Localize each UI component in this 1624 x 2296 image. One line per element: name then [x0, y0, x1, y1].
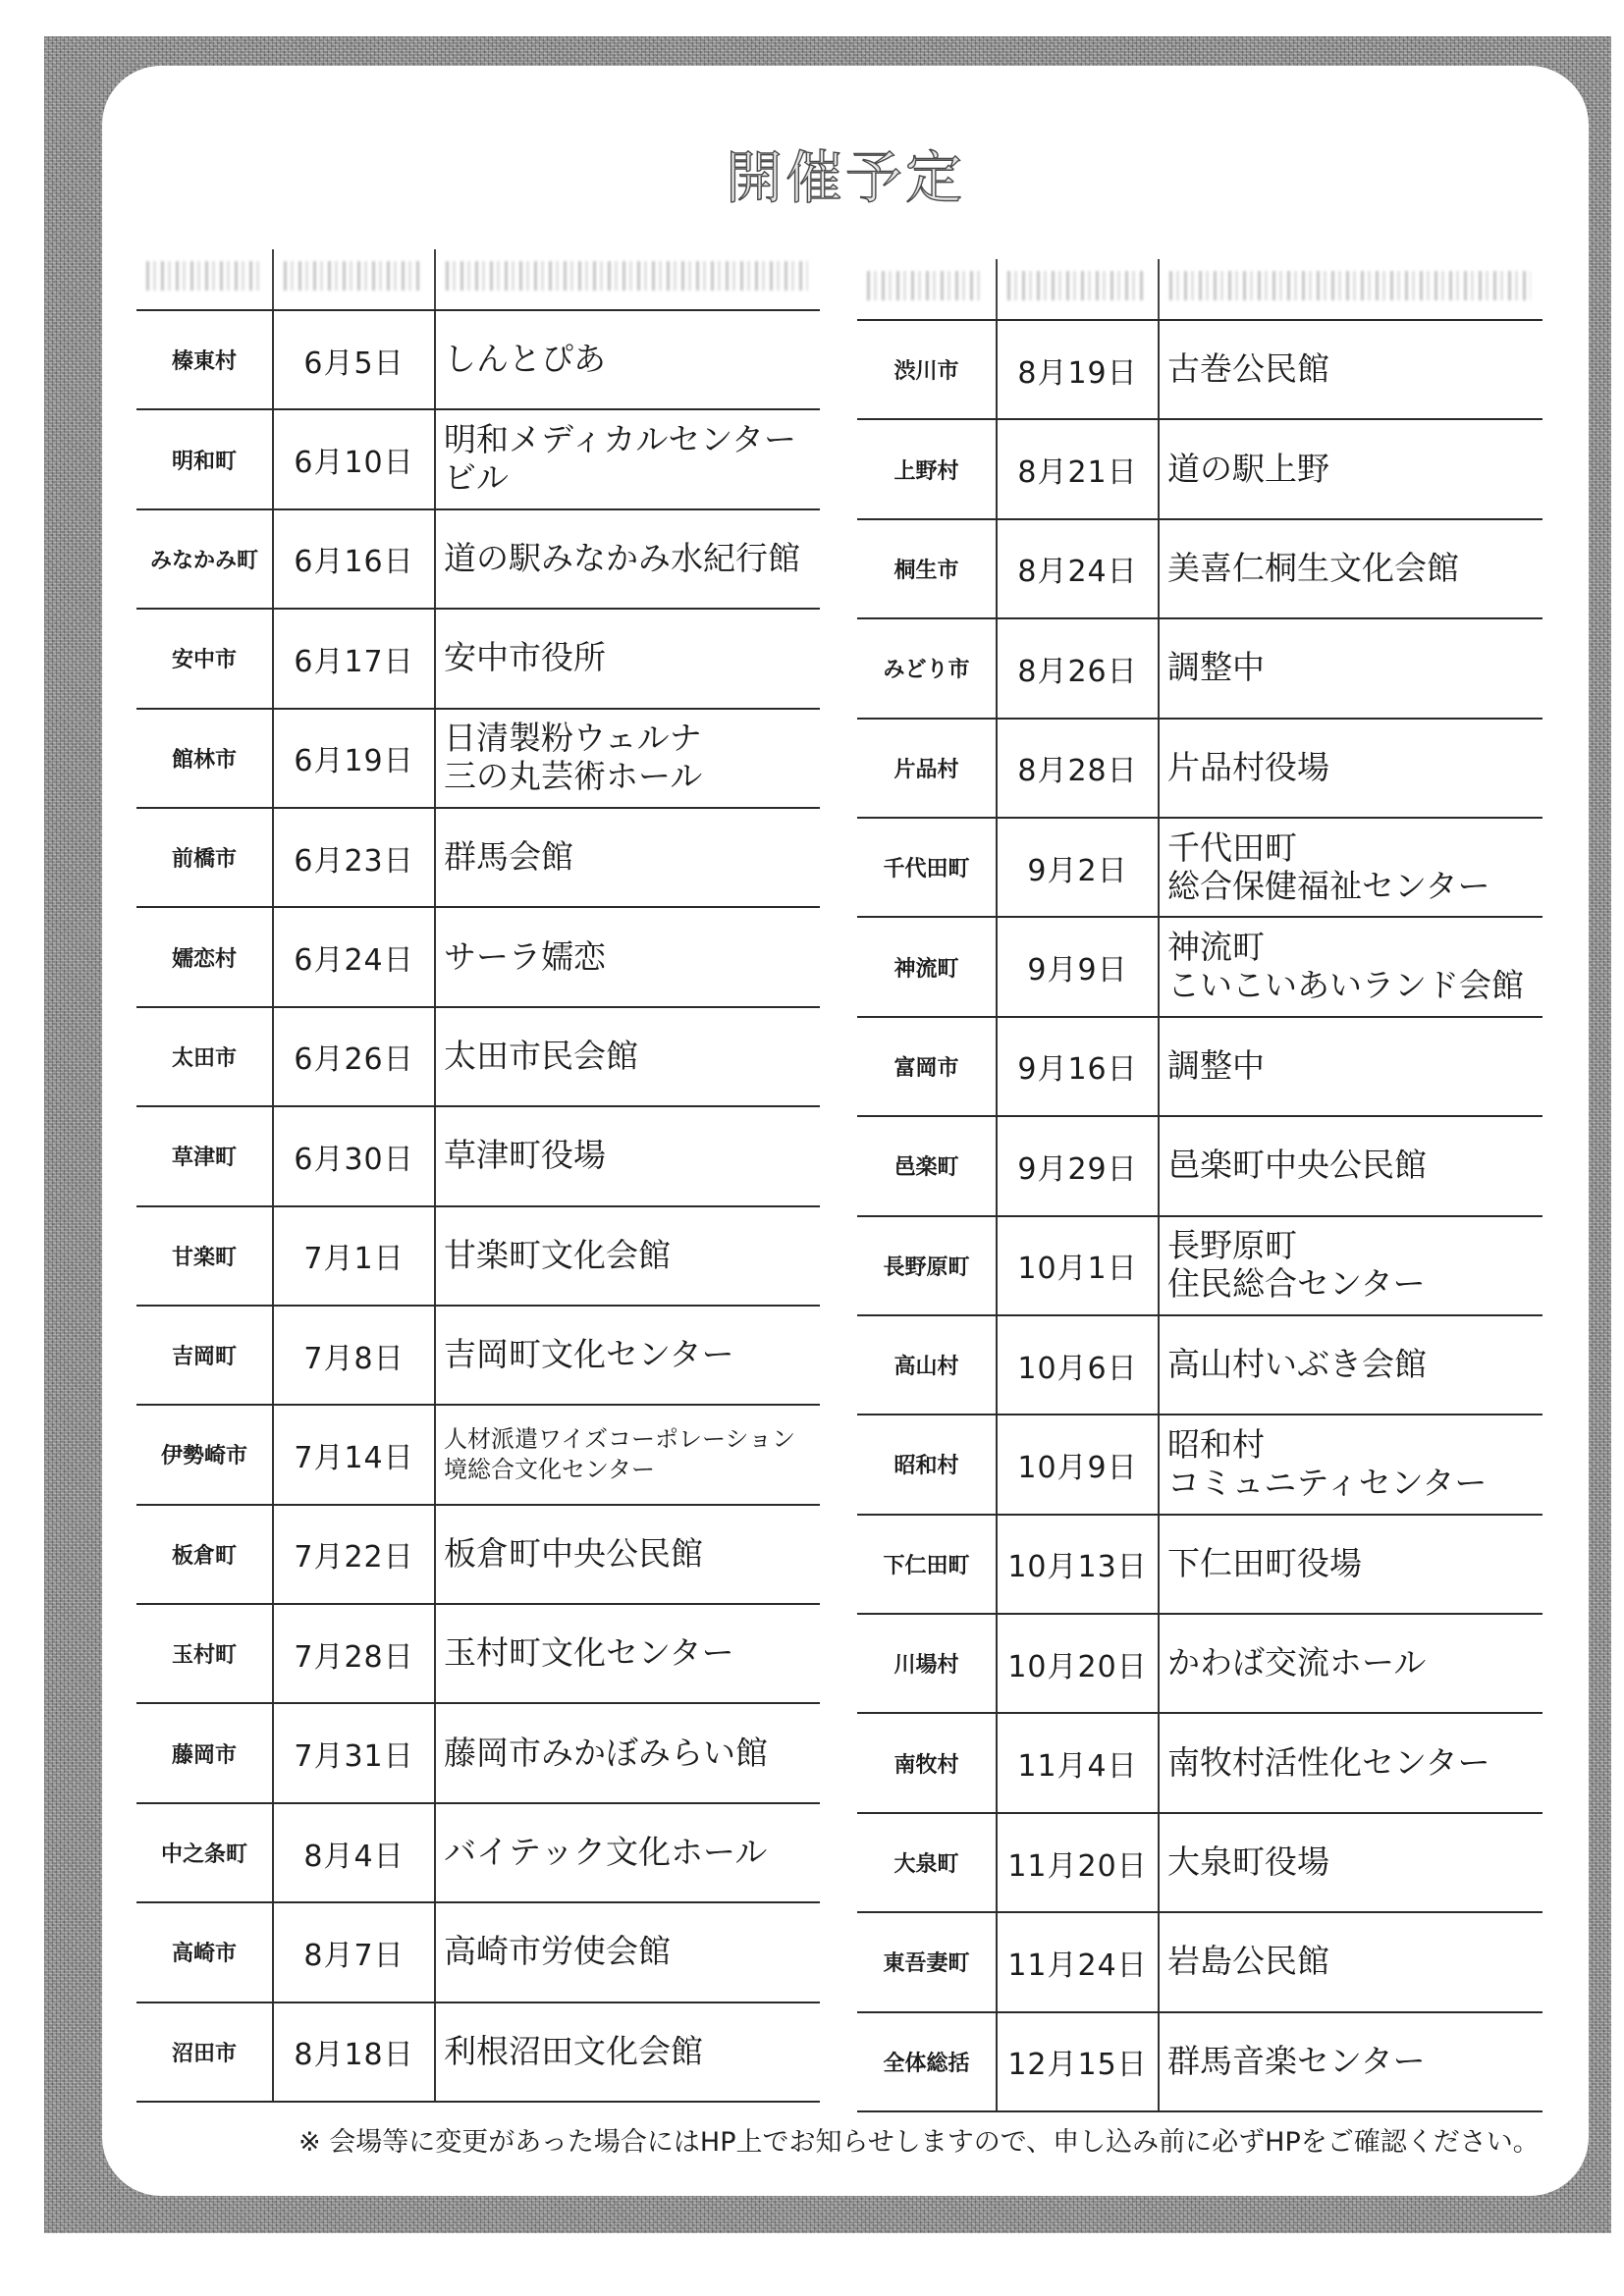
municipality-cell: 前橋市	[136, 809, 274, 906]
table-row	[136, 1506, 820, 1605]
date-cell: 6月26日	[274, 1008, 436, 1105]
municipality-cell: 昭和村	[857, 1415, 998, 1513]
table-row	[136, 1307, 820, 1406]
table-row	[136, 410, 820, 509]
date-cell: 8月19日	[998, 321, 1160, 418]
date-cell: 6月19日	[274, 710, 436, 807]
municipality-cell: 大泉町	[857, 1814, 998, 1911]
municipality-cell: 上野村	[857, 420, 998, 517]
municipality-cell: 玉村町	[136, 1605, 274, 1702]
venue-cell: 下仁田町役場	[1167, 1543, 1362, 1582]
venue-cell: 南牧村活性化センター	[1167, 1742, 1490, 1782]
date-cell: 7月8日	[274, 1307, 436, 1404]
scan-noise	[446, 261, 808, 291]
date-cell: 6月17日	[274, 610, 436, 707]
schedule-table-left	[136, 309, 820, 2103]
municipality-cell: 高山村	[857, 1316, 998, 1414]
venue-cell: バイテック文化ホール	[444, 1833, 768, 1872]
faded-header-cell	[1160, 259, 1543, 319]
venue-cell: 人材派遣ワイズコーポレーション 境総合文化センター	[444, 1424, 796, 1483]
municipality-cell: 嬬恋村	[136, 908, 274, 1005]
venue-cell: 藤岡市みかぼみらい館	[444, 1733, 768, 1772]
scan-noise	[284, 261, 422, 291]
municipality-cell: 下仁田町	[857, 1516, 998, 1613]
venue-cell: 邑楽町中央公民館	[1167, 1146, 1427, 1185]
table-row	[136, 1207, 820, 1307]
venue-cell: 甘楽町文化会館	[444, 1235, 671, 1274]
municipality-cell: 渋川市	[857, 321, 998, 418]
venue-cell: 日清製粉ウェルナ 三の丸芸術ホール	[444, 719, 703, 796]
date-cell: 8月26日	[998, 619, 1160, 717]
date-cell: 10月20日	[998, 1615, 1160, 1712]
municipality-cell: 榛東村	[136, 311, 274, 408]
faded-header-cell	[998, 259, 1160, 319]
table-row	[857, 321, 1543, 420]
municipality-cell: 沼田市	[136, 2003, 274, 2101]
table-row	[136, 1704, 820, 1803]
table-row	[136, 1804, 820, 1903]
table-row	[857, 819, 1543, 918]
date-cell: 8月28日	[998, 720, 1160, 817]
table-row	[136, 1406, 820, 1505]
venue-cell: 玉村町文化センター	[444, 1633, 734, 1673]
date-cell: 6月30日	[274, 1107, 436, 1204]
municipality-cell: 東吾妻町	[857, 1913, 998, 2010]
venue-cell: 岩島公民館	[1167, 1942, 1329, 1981]
table-row	[857, 2013, 1543, 2112]
schedule-table-right	[857, 319, 1543, 2112]
date-cell: 12月15日	[998, 2013, 1160, 2110]
table-row	[857, 1516, 1543, 1615]
municipality-cell: 藤岡市	[136, 1704, 274, 1801]
table-row	[857, 918, 1543, 1017]
table-row	[136, 809, 820, 908]
page-title: 開催予定	[725, 144, 965, 211]
date-cell: 6月5日	[274, 311, 436, 408]
date-cell: 10月13日	[998, 1516, 1160, 1613]
faded-header-cell	[857, 259, 998, 319]
date-cell: 7月28日	[274, 1605, 436, 1702]
date-cell: 8月4日	[274, 1804, 436, 1901]
venue-cell: 群馬会館	[444, 837, 573, 877]
scan-noise	[1007, 271, 1146, 300]
faded-header-cell	[436, 249, 820, 309]
municipality-cell: 中之条町	[136, 1804, 274, 1901]
venue-cell: 太田市民会館	[444, 1036, 638, 1075]
table-row	[857, 1615, 1543, 1714]
date-cell: 8月18日	[274, 2003, 436, 2101]
municipality-cell: 千代田町	[857, 819, 998, 916]
table-row	[136, 1107, 820, 1206]
faded-header-cell	[136, 249, 274, 309]
venue-cell: 調整中	[1167, 648, 1265, 687]
table-row	[857, 1415, 1543, 1515]
date-cell: 9月2日	[998, 819, 1160, 916]
date-cell: 7月22日	[274, 1506, 436, 1603]
venue-cell: かわば交流ホール	[1167, 1643, 1427, 1682]
scan-noise	[146, 261, 260, 291]
municipality-cell: 長野原町	[857, 1217, 998, 1314]
table-row	[857, 720, 1543, 819]
venue-cell: サーラ嬬恋	[444, 936, 606, 976]
venue-cell: しんとぴあ	[444, 340, 606, 379]
venue-cell: 美喜仁桐生文化会館	[1167, 549, 1459, 587]
date-cell: 8月24日	[998, 520, 1160, 617]
scan-noise	[1169, 271, 1531, 300]
municipality-cell: みどり市	[857, 619, 998, 717]
table-row	[136, 311, 820, 410]
municipality-cell: 伊勢崎市	[136, 1406, 274, 1503]
faded-header-cell	[274, 249, 436, 309]
municipality-cell: 南牧村	[857, 1714, 998, 1811]
date-cell: 11月4日	[998, 1714, 1160, 1811]
municipality-cell: 草津町	[136, 1107, 274, 1204]
footnote: ※ 会場等に変更があった場合にはHP上でお知らせしますので、申し込み前に必ずHPをご確認ください。	[298, 2127, 1540, 2158]
municipality-cell: 太田市	[136, 1008, 274, 1105]
venue-cell: 草津町役場	[444, 1136, 606, 1175]
venue-cell: 古巻公民館	[1167, 349, 1329, 389]
date-cell: 6月16日	[274, 510, 436, 608]
venue-cell: 高崎市労使会館	[444, 1932, 671, 1971]
table-row	[857, 520, 1543, 619]
table-row	[857, 1217, 1543, 1316]
date-cell: 6月10日	[274, 410, 436, 507]
venue-cell: 高山村いぶき会館	[1167, 1345, 1427, 1384]
venue-cell: 群馬音楽センター	[1167, 2041, 1426, 2080]
municipality-cell: 全体総括	[857, 2013, 998, 2110]
table-row	[857, 420, 1543, 519]
table-row	[136, 710, 820, 809]
municipality-cell: 片品村	[857, 720, 998, 817]
municipality-cell: 明和町	[136, 410, 274, 507]
faded-header-row-left	[136, 249, 820, 309]
table-row	[857, 1316, 1543, 1415]
municipality-cell: 吉岡町	[136, 1307, 274, 1404]
date-cell: 10月9日	[998, 1415, 1160, 1513]
table-row	[857, 1117, 1543, 1216]
municipality-cell: 川場村	[857, 1615, 998, 1712]
date-cell: 7月14日	[274, 1406, 436, 1503]
table-row	[136, 610, 820, 709]
municipality-cell: 富岡市	[857, 1018, 998, 1115]
municipality-cell: 桐生市	[857, 520, 998, 617]
municipality-cell: 安中市	[136, 610, 274, 707]
venue-cell: 安中市役所	[444, 638, 606, 677]
table-row	[136, 1903, 820, 2002]
table-row	[857, 619, 1543, 719]
date-cell: 10月6日	[998, 1316, 1160, 1414]
date-cell: 9月29日	[998, 1117, 1160, 1214]
venue-cell: 長野原町 住民総合センター	[1167, 1226, 1426, 1304]
date-cell: 11月24日	[998, 1913, 1160, 2010]
table-row	[136, 1605, 820, 1704]
municipality-cell: 館林市	[136, 710, 274, 807]
venue-cell: 片品村役場	[1167, 747, 1329, 786]
municipality-cell: みなかみ町	[136, 510, 274, 608]
venue-cell: 道の駅上野	[1167, 449, 1329, 488]
table-row	[136, 510, 820, 610]
date-cell: 6月23日	[274, 809, 436, 906]
date-cell: 11月20日	[998, 1814, 1160, 1911]
date-cell: 8月21日	[998, 420, 1160, 517]
venue-cell: 昭和村 コミュニティセンター	[1167, 1425, 1488, 1502]
venue-cell: 吉岡町文化センター	[444, 1335, 734, 1374]
date-cell: 7月31日	[274, 1704, 436, 1801]
faded-header-row-right	[857, 259, 1543, 319]
date-cell: 6月24日	[274, 908, 436, 1005]
municipality-cell: 甘楽町	[136, 1207, 274, 1305]
date-cell: 9月16日	[998, 1018, 1160, 1115]
venue-cell: 千代田町 総合保健福祉センター	[1167, 828, 1490, 905]
table-row	[857, 1814, 1543, 1913]
venue-cell: 利根沼田文化会館	[444, 2031, 703, 2070]
venue-cell: 明和メディカルセンター ビル	[444, 420, 797, 498]
municipality-cell: 邑楽町	[857, 1117, 998, 1214]
venue-cell: 道の駅みなかみ水紀行館	[444, 539, 800, 577]
date-cell: 8月7日	[274, 1903, 436, 2001]
table-row	[136, 1008, 820, 1107]
municipality-cell: 神流町	[857, 918, 998, 1015]
municipality-cell: 板倉町	[136, 1506, 274, 1603]
venue-cell: 調整中	[1167, 1045, 1265, 1085]
venue-cell: 大泉町役場	[1167, 1842, 1329, 1882]
table-row	[136, 908, 820, 1007]
table-row	[857, 1018, 1543, 1117]
table-row	[857, 1714, 1543, 1813]
date-cell: 10月1日	[998, 1217, 1160, 1314]
scan-noise	[867, 271, 984, 300]
municipality-cell: 高崎市	[136, 1903, 274, 2001]
table-row	[136, 2003, 820, 2103]
venue-cell: 神流町 こいこいあいランド会館	[1167, 928, 1524, 1005]
date-cell: 7月1日	[274, 1207, 436, 1305]
venue-cell: 板倉町中央公民館	[444, 1533, 703, 1573]
table-row	[857, 1913, 1543, 2012]
date-cell: 9月9日	[998, 918, 1160, 1015]
